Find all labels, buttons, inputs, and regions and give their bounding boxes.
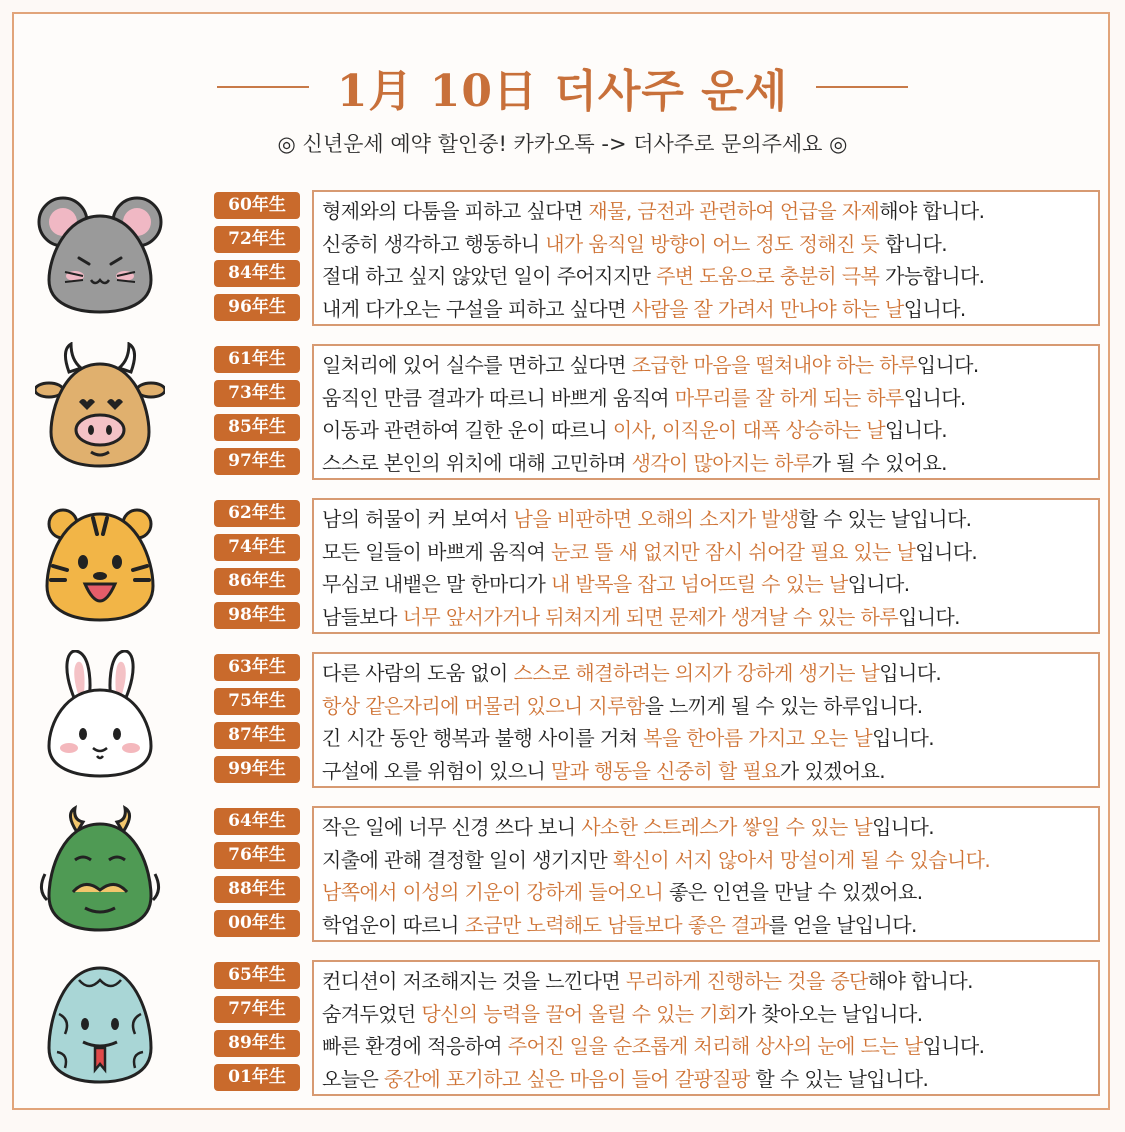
fortune-text: 입니다. — [872, 726, 934, 750]
fortune-highlight: 조금만 노력해도 남들보다 좋은 결과 — [464, 912, 769, 937]
fortune-text: 가 찾아오는 날입니다. — [736, 1001, 923, 1026]
fortune-line — [322, 228, 1098, 261]
fortune-line — [322, 195, 1098, 228]
fortune-text: 무심코 내뱉은 말 한마디가 — [322, 572, 551, 596]
birth-year-badges — [214, 962, 304, 1098]
fortune-text: 합니다. — [879, 231, 947, 256]
fortune-highlight: 사람을 잘 가려서 만나야 하는 날 — [631, 296, 904, 321]
fortune-line — [322, 447, 1098, 480]
fortune-section-dragon — [0, 804, 1125, 954]
fortune-text: 모든 일들이 바쁘게 움직여 — [322, 539, 551, 564]
birth-year-badge: 64年生 — [214, 808, 300, 835]
fortune-highlight: 남을 비판하면 오해의 소지가 발생 — [513, 507, 799, 531]
fortune-highlight: 스스로 해결하려는 의지가 강하게 생기는 날 — [513, 661, 880, 685]
fortune-text: 스스로 본인의 위치에 대해 고민하며 — [322, 450, 632, 475]
title-right-rule — [816, 86, 908, 88]
fortune-highlight: 눈코 뜰 새 없지만 잠시 쉬어갈 필요 있는 날 — [550, 539, 916, 564]
fortune-text: 을 느끼게 될 수 있는 하루입니다. — [644, 693, 923, 718]
birth-year-badges — [214, 654, 304, 790]
fortune-highlight: 마무리를 잘 하게 되는 하루 — [674, 385, 904, 410]
birth-year-badges — [214, 192, 304, 328]
fortune-line — [322, 536, 1098, 569]
fortune-line — [322, 349, 1098, 382]
fortune-highlight: 무리하게 진행하는 것을 중단 — [625, 969, 868, 993]
birth-year-badge: 01年生 — [214, 1064, 300, 1091]
fortune-text: 입니다. — [847, 572, 910, 596]
birth-year-badge: 63年生 — [214, 654, 300, 681]
fortune-section-rabbit — [0, 650, 1125, 800]
fortune-text: 해야 합니다. — [867, 969, 973, 993]
fortune-textbox — [312, 344, 1100, 480]
birth-year-badge: 75年生 — [214, 688, 300, 715]
birth-year-badge: 61年生 — [214, 346, 300, 373]
fortune-text: 지출에 관해 결정할 일이 생기지만 — [322, 847, 613, 872]
birth-year-badges — [214, 500, 304, 636]
fortune-highlight: 주변 도움으로 충분히 극복 — [656, 264, 880, 288]
fortune-highlight: 재물, 금전과 관련하여 언급을 자제 — [588, 199, 880, 223]
fortune-line — [322, 414, 1098, 447]
fortune-highlight: 확신이 서지 않아서 망설이게 될 수 있습니다. — [612, 847, 991, 872]
snake-icon — [35, 958, 165, 1088]
fortune-section-mouse — [0, 188, 1125, 338]
fortune-text: 움직인 만큼 결과가 따르니 바쁘게 움직여 — [322, 385, 675, 410]
fortune-text: 구설에 오를 위험이 있으니 — [322, 758, 551, 783]
page-title: 1月 10日 더사주 운세 — [336, 66, 789, 117]
fortune-line — [322, 755, 1098, 788]
fortune-line — [322, 657, 1098, 690]
fortune-text: 형제와의 다툼을 피하고 싶다면 — [322, 199, 589, 223]
fortune-text: 입니다. — [879, 661, 942, 685]
fortune-section-snake — [0, 958, 1125, 1108]
birth-year-badge: 84年生 — [214, 260, 300, 287]
birth-year-badge: 88年生 — [214, 876, 300, 903]
fortune-text: 가 될 수 있어요. — [811, 450, 947, 475]
birth-year-badge: 60年生 — [214, 192, 300, 219]
fortune-line — [322, 690, 1098, 723]
fortune-text: 입니다. — [922, 1034, 985, 1058]
fortune-highlight: 너무 앞서가거나 뒤쳐지게 되면 문제가 생겨날 수 있는 하루 — [402, 604, 898, 629]
fortune-section-tiger — [0, 496, 1125, 646]
fortune-textbox — [312, 806, 1100, 942]
fortune-text: 할 수 있는 날입니다. — [798, 507, 972, 531]
fortune-highlight: 복을 한아름 가지고 오는 날 — [643, 726, 873, 750]
fortune-section-ox — [0, 342, 1125, 492]
fortune-line — [322, 293, 1098, 326]
fortune-text: 숨겨두었던 — [322, 1001, 422, 1026]
fortune-text: 입니다. — [916, 353, 979, 377]
birth-year-badges — [214, 346, 304, 482]
fortune-line — [322, 998, 1098, 1031]
dragon-icon — [35, 804, 165, 934]
fortune-text: 입니다. — [903, 385, 966, 410]
fortune-text: 신중히 생각하고 행동하니 — [322, 231, 546, 256]
fortune-highlight: 말과 행동을 신중히 할 필요 — [550, 758, 780, 783]
fortune-text: 긴 시간 동안 행복과 불행 사이를 거쳐 — [322, 726, 644, 750]
fortune-line — [322, 382, 1098, 415]
fortune-line — [322, 1030, 1098, 1063]
birth-year-badge: 89年生 — [214, 1030, 300, 1057]
birth-year-badge: 62年生 — [214, 500, 300, 527]
fortune-textbox — [312, 190, 1100, 326]
fortune-line — [322, 722, 1098, 755]
fortune-textbox — [312, 498, 1100, 634]
fortune-highlight: 조급한 마음을 떨쳐내야 하는 하루 — [631, 353, 917, 377]
birth-year-badge: 97年生 — [214, 448, 300, 475]
birth-year-badge: 73年生 — [214, 380, 300, 407]
fortune-text: 해야 합니다. — [879, 199, 985, 223]
fortune-text: 남들보다 — [322, 604, 403, 629]
birth-year-badges — [214, 808, 304, 944]
fortune-text: 입니다. — [903, 296, 966, 321]
fortune-highlight: 중간에 포기하고 싶은 마음이 들어 갈팡질팡 — [383, 1066, 750, 1091]
fortune-line — [322, 1063, 1098, 1096]
fortune-text: 가능합니다. — [879, 264, 985, 288]
rabbit-icon — [35, 650, 165, 780]
fortune-highlight: 당신의 능력을 끌어 올릴 수 있는 기회 — [421, 1001, 737, 1026]
fortune-line — [322, 876, 1098, 909]
fortune-highlight: 남쪽에서 이성의 기운이 강하게 들어오니 — [322, 880, 664, 904]
fortune-line — [322, 260, 1098, 293]
fortune-text: 할 수 있는 날입니다. — [749, 1066, 929, 1091]
fortune-text: 좋은 인연을 만날 수 있겠어요. — [663, 880, 923, 904]
fortune-line — [322, 965, 1098, 998]
fortune-line — [322, 909, 1098, 942]
birth-year-badge: 99年生 — [214, 756, 300, 783]
title-left-rule — [217, 86, 309, 88]
fortune-highlight: 항상 같은자리에 머물러 있으니 지루함 — [322, 693, 645, 718]
fortune-text: 오늘은 — [322, 1066, 384, 1091]
fortune-text: 남의 허물이 커 보여서 — [322, 507, 514, 531]
tiger-icon — [35, 496, 165, 626]
fortune-text: 입니다. — [872, 815, 934, 839]
fortune-text: 입니다. — [915, 539, 978, 564]
fortune-line — [322, 601, 1098, 634]
fortune-text: 다른 사람의 도움 없이 — [322, 661, 514, 685]
birth-year-badge: 72年生 — [214, 226, 300, 253]
fortune-text: 학업운이 따르니 — [322, 912, 465, 937]
fortune-text: 내게 다가오는 구설을 피하고 싶다면 — [322, 296, 632, 321]
fortune-text: 절대 하고 싶지 않았던 일이 주어지지만 — [322, 264, 657, 288]
fortune-highlight: 내 발목을 잡고 넘어뜨릴 수 있는 날 — [550, 572, 848, 596]
fortune-text: 를 얻을 날입니다. — [768, 912, 917, 937]
fortune-highlight: 이사, 이직운이 대폭 상승하는 날 — [612, 418, 886, 442]
fortune-text: 가 있겠어요. — [779, 758, 886, 783]
fortune-line — [322, 811, 1098, 844]
ox-icon — [35, 342, 165, 472]
birth-year-badge: 85年生 — [214, 414, 300, 441]
title-row — [0, 52, 1125, 122]
fortune-text: 입니다. — [885, 418, 947, 442]
fortune-line — [322, 844, 1098, 877]
fortune-highlight: 주어진 일을 순조롭게 처리해 상사의 눈에 드는 날 — [507, 1034, 923, 1058]
mouse-icon — [35, 188, 165, 318]
subtitle: ◎ 신년운세 예약 할인중! 카카오톡 -> 더사주로 문의주세요 ◎ — [277, 132, 848, 156]
fortune-highlight: 사소한 스트레스가 쌓일 수 있는 날 — [581, 815, 873, 839]
fortune-highlight: 내가 움직일 방향이 어느 정도 정해진 듯 — [545, 231, 880, 256]
birth-year-badge: 00年生 — [214, 910, 300, 937]
fortune-text: 빠른 환경에 적응하여 — [322, 1034, 508, 1058]
fortune-text: 작은 일에 너무 신경 쓰다 보니 — [322, 815, 582, 839]
fortune-textbox — [312, 960, 1100, 1096]
birth-year-badge: 74年生 — [214, 534, 300, 561]
fortune-line — [322, 568, 1098, 601]
birth-year-badge: 87年生 — [214, 722, 300, 749]
fortune-highlight: 생각이 많아지는 하루 — [631, 450, 812, 475]
fortune-text: 이동과 관련하여 길한 운이 따르니 — [322, 418, 613, 442]
fortune-textbox — [312, 652, 1100, 788]
fortune-text: 컨디션이 저조해지는 것을 느낀다면 — [322, 969, 626, 993]
birth-year-badge: 86年生 — [214, 568, 300, 595]
birth-year-badge: 76年生 — [214, 842, 300, 869]
birth-year-badge: 65年生 — [214, 962, 300, 989]
birth-year-badge: 77年生 — [214, 996, 300, 1023]
fortune-line — [322, 503, 1098, 536]
birth-year-badge: 98年生 — [214, 602, 300, 629]
birth-year-badge: 96年生 — [214, 294, 300, 321]
fortune-text: 일처리에 있어 실수를 면하고 싶다면 — [322, 353, 632, 377]
fortune-text: 입니다. — [897, 604, 960, 629]
